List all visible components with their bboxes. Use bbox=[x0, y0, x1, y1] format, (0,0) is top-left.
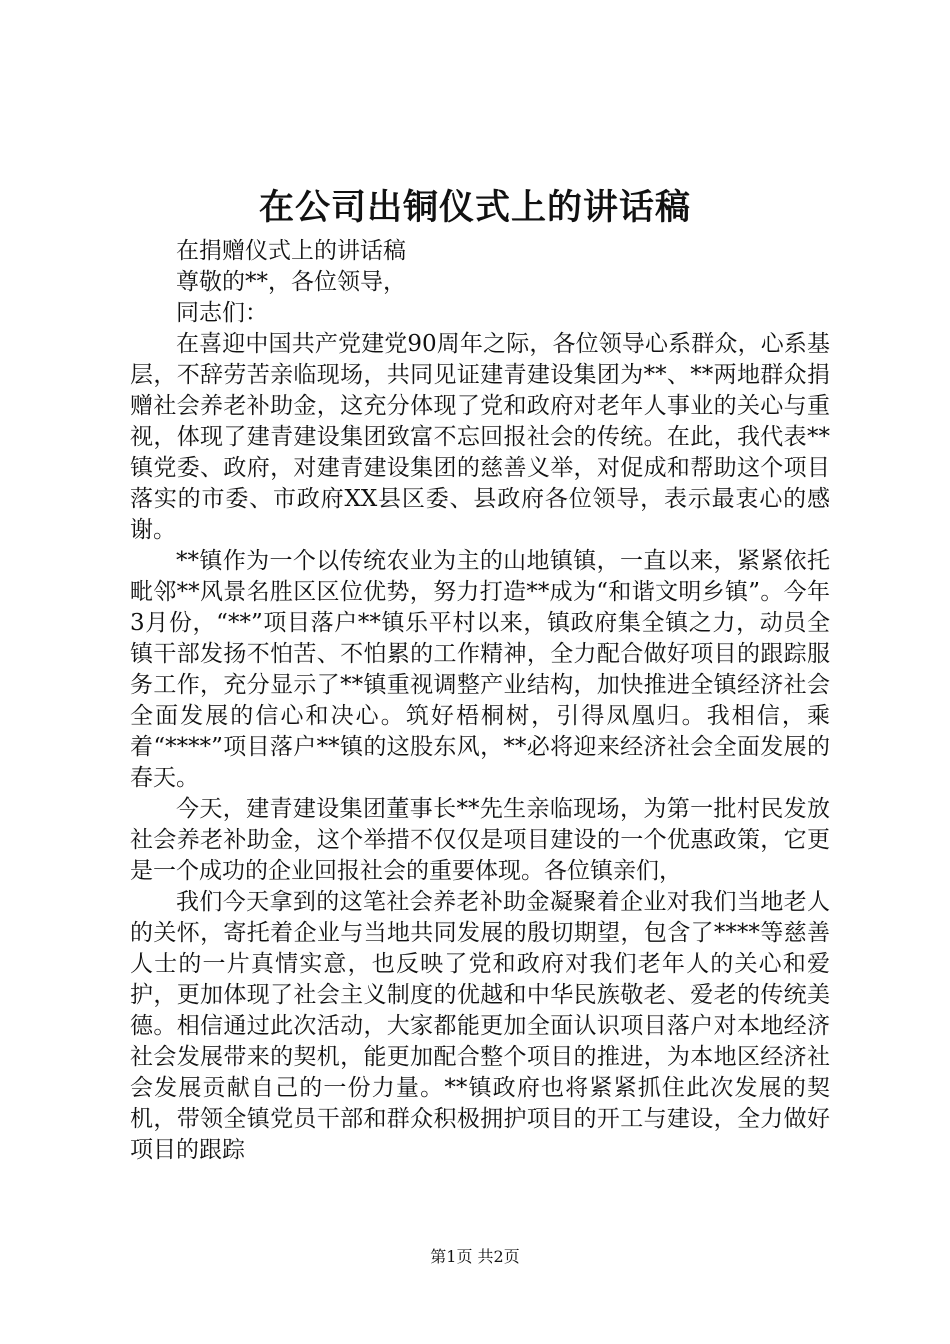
paragraph-greeting: 同志们： bbox=[176, 300, 268, 326]
paragraph-body: 我们今天拿到的这笔社会养老补助金凝聚着企业对我们当地老人的关怀，寄托着企业与当地共同发展的殷切期望，包含了****等慈善人士的一片真情实意，也反映了党和政府对我们老年人的关心和爱护，更加体现了社会主义制度的优越和中华民族敬老、爱老的传统美德。相信通过此次活动，大家都能更加全面认识项目落户对本地经济社会发展带来的契机，能更加配合整个项目的推进，为本地区经济社会发展贡献自己的一份力量。**镇政府也将紧紧抓住此次发展的契机，带领全镇党员干部和群众积极拥护项目的开工与建设，全力做好项目的跟踪 bbox=[130, 889, 830, 1163]
document-body bbox=[130, 236, 830, 1166]
document-title: 在公司出铜仪式上的讲话稿 bbox=[258, 187, 691, 228]
paragraph-body: 在喜迎中国共产党建党90周年之际，各位领导心系群众，心系基层，不辞劳苦亲临现场，共同见证建青建设集团为**、**两地群众捐赠社会养老补助金，这充分体现了党和政府对老年人事业的关心与重视，体现了建青建设集团致富不忘回报社会的传统。在此，我代表**镇党委、政府，对建青建设集团的慈善义举，对促成和帮助这个项目落实的市委、市政府XX县区委、县政府各位领导，表示最衷心的感谢。 bbox=[130, 331, 830, 543]
paragraph-subtitle: 在捐赠仪式上的讲话稿 bbox=[176, 238, 406, 264]
paragraph-body: **镇作为一个以传统农业为主的山地镇镇，一直以来，紧紧依托毗邻**风景名胜区区位优势，努力打造**成为“和谐文明乡镇”。今年3月份，“**”项目落户**镇乐平村以来，镇政府集全镇之力，动员全镇干部发扬不怕苦、不怕累的工作精神，全力配合做好项目的跟踪服务工作，充分显示了**镇重视调整产业结构，加快推进全镇经济社会全面发展的信心和决心。筑好梧桐树，引得凤凰归。我相信，乘着“****”项目落户**镇的这股东风，**必将迎来经济社会全面发展的春天。 bbox=[130, 548, 830, 791]
page-footer: 第1页 共2页 bbox=[430, 1247, 520, 1266]
paragraph-salutation: 尊敬的**，各位领导， bbox=[176, 269, 406, 295]
paragraph-body: 今天，建青建设集团董事长**先生亲临现场，为第一批村民发放社会养老补助金，这个举措不仅仅是项目建设的一个优惠政策，它更是一个成功的企业回报社会的重要体现。各位镇亲们， bbox=[130, 796, 830, 884]
